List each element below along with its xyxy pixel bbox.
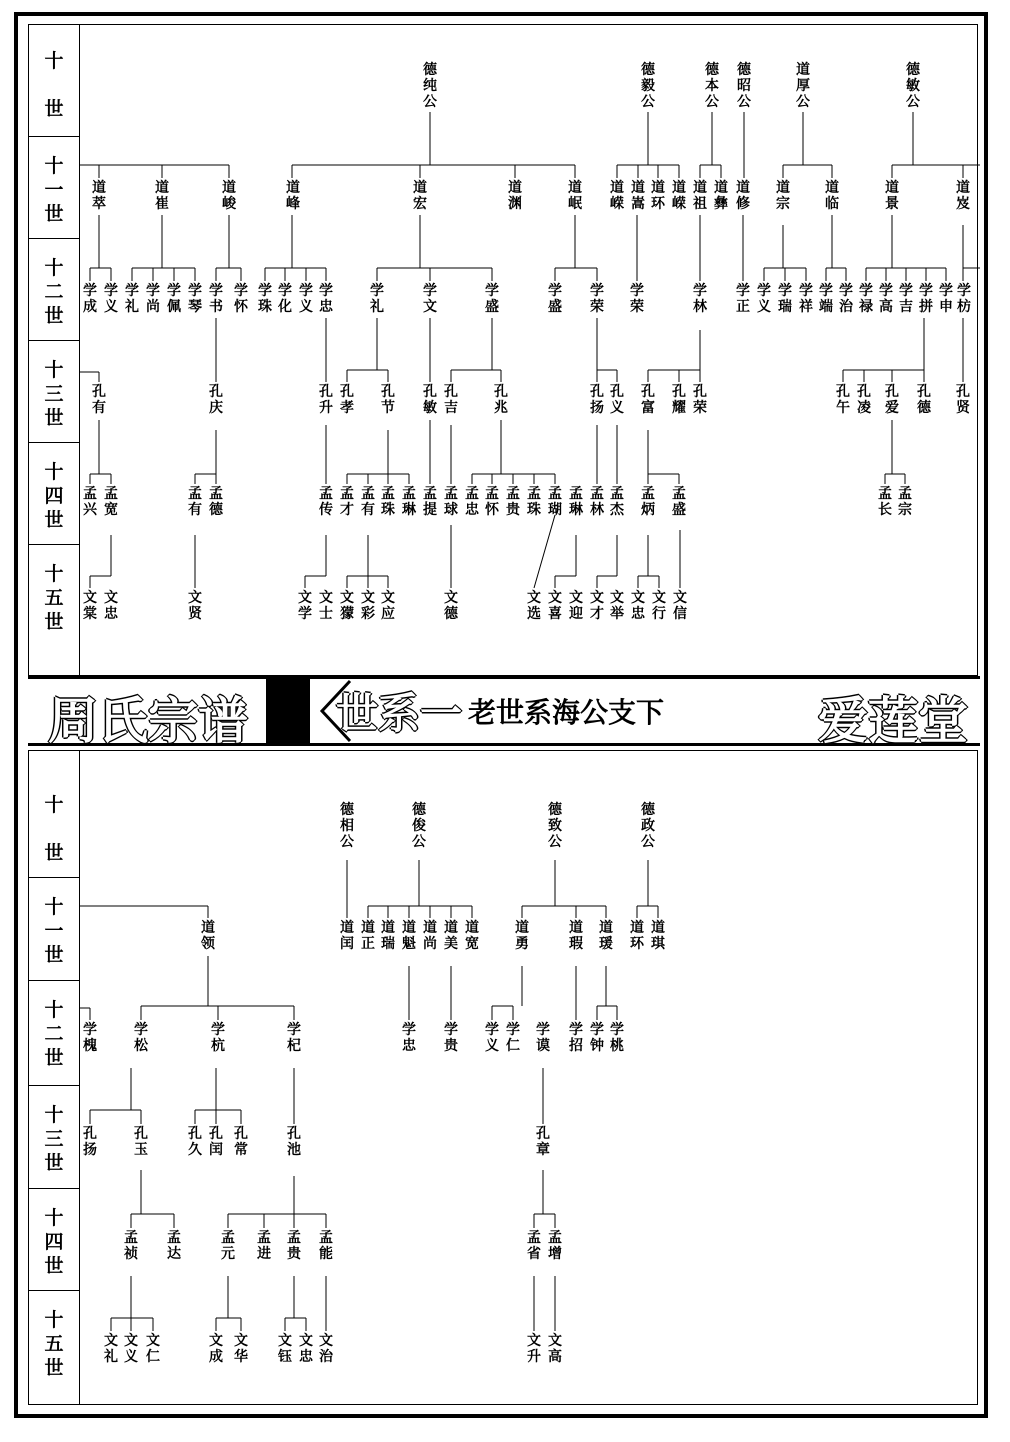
person-name: 道 修 xyxy=(736,180,750,212)
person-name: 学 钟 xyxy=(590,1022,604,1054)
person-name: 文 高 xyxy=(548,1333,562,1365)
gen-label: 世 xyxy=(44,98,64,120)
person-name: 文 华 xyxy=(234,1333,248,1365)
gen-label: 十 xyxy=(44,1104,64,1126)
person-name: 孟 炳 xyxy=(641,486,655,518)
person-name: 孟 忠 xyxy=(465,486,479,518)
person-name: 孟 能 xyxy=(319,1230,333,1262)
person-name: 道 嵩 xyxy=(631,180,645,212)
gen-label: 十 xyxy=(44,1309,64,1331)
person-name: 道 祖 xyxy=(693,180,707,212)
person-name: 道 嵘 xyxy=(672,180,686,212)
person-name: 孔 庆 xyxy=(209,384,223,416)
gen-label: 二 xyxy=(44,281,64,303)
person-name: 孔 玉 xyxy=(134,1126,148,1158)
person-name: 孟 琳 xyxy=(402,486,416,518)
person-name: 文 学 xyxy=(298,590,312,622)
person-name: 孟 有 xyxy=(361,486,375,518)
person-name: 文 举 xyxy=(610,590,624,622)
person-name: 道 琪 xyxy=(651,920,665,952)
gen-label: 世 xyxy=(44,611,64,633)
person-name: 德 致 公 xyxy=(548,802,562,850)
person-name: 道 美 xyxy=(444,920,458,952)
person-name: 学 枋 xyxy=(957,283,971,315)
gen-label: 世 xyxy=(44,203,64,225)
person-name: 孟 贵 xyxy=(506,486,520,518)
person-name: 学 义 xyxy=(485,1022,499,1054)
gen-label: 五 xyxy=(44,587,64,609)
person-name: 孟 珠 xyxy=(381,486,395,518)
person-name: 道 萃 xyxy=(92,180,106,212)
person-name: 道 彝 xyxy=(714,180,728,212)
person-name: 学 尚 xyxy=(146,283,160,315)
person-name: 文 獴 xyxy=(340,590,354,622)
person-name: 道 岷 xyxy=(568,180,582,212)
person-name: 孟 贵 xyxy=(287,1230,301,1262)
person-name: 学 化 xyxy=(278,283,292,315)
person-name: 孟 长 xyxy=(878,486,892,518)
connector-line xyxy=(534,515,555,588)
gen-label: 三 xyxy=(44,1128,64,1150)
person-name: 文 成 xyxy=(209,1333,223,1365)
person-name: 孔 扬 xyxy=(83,1126,97,1158)
person-name: 文 忠 xyxy=(104,590,118,622)
person-name: 孟 提 xyxy=(423,486,437,518)
person-name: 学 成 xyxy=(83,283,97,315)
person-name: 道 环 xyxy=(630,920,644,952)
person-name: 孟 有 xyxy=(188,486,202,518)
person-name: 文 升 xyxy=(527,1333,541,1365)
person-name: 学 义 xyxy=(104,283,118,315)
person-name: 文 仁 xyxy=(146,1333,160,1365)
person-name: 孟 进 xyxy=(257,1230,271,1262)
person-name: 文 治 xyxy=(319,1333,333,1365)
gen-label: 十 xyxy=(44,155,64,177)
person-name: 孔 升 xyxy=(319,384,333,416)
gen-label: 十 xyxy=(44,461,64,483)
gen-label: 三 xyxy=(44,383,64,405)
person-name: 孟 杰 xyxy=(610,486,624,518)
person-name: 学 高 xyxy=(879,283,893,315)
gen-label: 世 xyxy=(44,509,64,531)
person-name: 孟 省 xyxy=(527,1230,541,1262)
person-name: 德 俊 公 xyxy=(412,802,426,850)
person-name: 孔 久 xyxy=(188,1126,202,1158)
person-name: 孔 爱 xyxy=(885,384,899,416)
person-name: 孔 耀 xyxy=(672,384,686,416)
person-name: 道 崔 xyxy=(155,180,169,212)
gen-label: 十 xyxy=(44,257,64,279)
gen-label: 世 xyxy=(44,407,64,429)
branch-title: 世系一 xyxy=(336,689,463,738)
person-name: 学 珠 xyxy=(258,283,272,315)
person-name: 孔 德 xyxy=(917,384,931,416)
gen-label: 世 xyxy=(44,842,64,864)
person-name: 道 魁 xyxy=(402,920,416,952)
gen-label: 十 xyxy=(44,896,64,918)
person-name: 孟 增 xyxy=(548,1230,562,1262)
person-name: 孔 午 xyxy=(836,384,850,416)
person-name: 孟 兴 xyxy=(83,486,97,518)
person-name: 孔 凌 xyxy=(857,384,871,416)
person-name: 孟 传 xyxy=(319,486,333,518)
person-name: 道 厚 公 xyxy=(796,62,810,110)
person-name: 孟 琳 xyxy=(569,486,583,518)
person-name: 德 纯 公 xyxy=(423,62,437,110)
person-name: 孔 兆 xyxy=(494,384,508,416)
gen-label: 十 xyxy=(44,999,64,1021)
person-name: 孔 节 xyxy=(381,384,395,416)
person-name: 文 行 xyxy=(652,590,666,622)
person-name: 学 槐 xyxy=(83,1022,97,1054)
person-name: 孔 闰 xyxy=(209,1126,223,1158)
person-name: 孟 珠 xyxy=(527,486,541,518)
person-name: 孟 才 xyxy=(340,486,354,518)
person-name: 德 本 公 xyxy=(705,62,719,110)
person-name: 道 渊 xyxy=(508,180,522,212)
person-name: 道 嵘 xyxy=(610,180,624,212)
gen-label: 世 xyxy=(44,1255,64,1277)
person-name: 学 仁 xyxy=(506,1022,520,1054)
person-name: 孔 吉 xyxy=(444,384,458,416)
hall-name: 爱莲堂 xyxy=(818,691,968,750)
person-name: 文 彩 xyxy=(361,590,375,622)
person-name: 文 礼 xyxy=(104,1333,118,1365)
gen-label: 世 xyxy=(44,1357,64,1379)
person-name: 德 相 公 xyxy=(340,802,354,850)
person-name: 文 迎 xyxy=(569,590,583,622)
person-name: 道 临 xyxy=(825,180,839,212)
person-name: 孔 有 xyxy=(92,384,106,416)
person-name: 道 尚 xyxy=(423,920,437,952)
person-name: 学 端 xyxy=(819,283,833,315)
person-name: 孔 孝 xyxy=(340,384,354,416)
person-name: 道 环 xyxy=(651,180,665,212)
person-name: 孔 章 xyxy=(536,1126,550,1158)
person-name: 文 士 xyxy=(319,590,333,622)
person-name: 学 谟 xyxy=(536,1022,550,1054)
person-name: 学 杞 xyxy=(287,1022,301,1054)
person-name: 文 信 xyxy=(673,590,687,622)
person-name: 孔 义 xyxy=(610,384,624,416)
gen-label: 二 xyxy=(44,1023,64,1045)
gen-label: 世 xyxy=(44,1152,64,1174)
genealogy-title: 周氏宗谱 xyxy=(48,691,248,750)
person-name: 学 佩 xyxy=(167,283,181,315)
person-name: 道 正 xyxy=(361,920,375,952)
person-name: 文 钰 xyxy=(278,1333,292,1365)
person-name: 文 贤 xyxy=(188,590,202,622)
person-name: 道 领 xyxy=(201,920,215,952)
person-name: 德 毅 公 xyxy=(641,62,655,110)
person-name: 道 峰 xyxy=(286,180,300,212)
person-name: 学 盛 xyxy=(485,283,499,315)
person-name: 学 怀 xyxy=(234,283,248,315)
person-name: 学 忠 xyxy=(319,283,333,315)
person-name: 文 忠 xyxy=(299,1333,313,1365)
gen-label: 十 xyxy=(44,1207,64,1229)
person-name: 学 招 xyxy=(569,1022,583,1054)
person-name: 学 吉 xyxy=(899,283,913,315)
person-name: 学 治 xyxy=(839,283,853,315)
person-name: 学 拼 xyxy=(919,283,933,315)
person-name: 文 义 xyxy=(124,1333,138,1365)
gen-label: 十 xyxy=(44,50,64,72)
person-name: 文 才 xyxy=(590,590,604,622)
person-name: 道 瑕 xyxy=(569,920,583,952)
person-name: 德 昭 公 xyxy=(737,62,751,110)
gen-label: 五 xyxy=(44,1333,64,1355)
person-name: 孟 达 xyxy=(167,1230,181,1262)
person-name: 孔 贤 xyxy=(956,384,970,416)
gen-label: 一 xyxy=(44,920,64,942)
person-name: 孟 盛 xyxy=(672,486,686,518)
person-name: 道 瑞 xyxy=(381,920,395,952)
person-name: 道 勇 xyxy=(515,920,529,952)
person-name: 学 礼 xyxy=(370,283,384,315)
person-name: 学 义 xyxy=(299,283,313,315)
person-name: 道 瑗 xyxy=(599,920,613,952)
person-name: 文 德 xyxy=(444,590,458,622)
gen-label: 一 xyxy=(44,179,64,201)
person-name: 学 贵 xyxy=(444,1022,458,1054)
person-name: 学 琴 xyxy=(188,283,202,315)
person-name: 道 景 xyxy=(885,180,899,212)
branch-subtitle: 老世系海公支下 xyxy=(468,696,665,729)
person-name: 孟 宗 xyxy=(898,486,912,518)
person-name: 学 礼 xyxy=(125,283,139,315)
person-name: 学 林 xyxy=(693,283,707,315)
person-name: 文 棠 xyxy=(83,590,97,622)
gen-label: 十 xyxy=(44,794,64,816)
person-name: 文 选 xyxy=(527,590,541,622)
person-name: 孔 敏 xyxy=(423,384,437,416)
person-name: 孟 林 xyxy=(590,486,604,518)
person-name: 德 政 公 xyxy=(641,802,655,850)
person-name: 孟 元 xyxy=(221,1230,235,1262)
person-name: 孔 常 xyxy=(234,1126,248,1158)
person-name: 学 瑞 xyxy=(778,283,792,315)
person-name: 孟 祯 xyxy=(124,1230,138,1262)
person-name: 孔 池 xyxy=(287,1126,301,1158)
person-name: 学 桃 xyxy=(610,1022,624,1054)
person-name: 孟 球 xyxy=(444,486,458,518)
person-name: 道 宗 xyxy=(776,180,790,212)
person-name: 学 荣 xyxy=(630,283,644,315)
person-name: 学 杭 xyxy=(211,1022,225,1054)
person-name: 学 义 xyxy=(757,283,771,315)
person-name: 学 文 xyxy=(423,283,437,315)
person-name: 学 禄 xyxy=(859,283,873,315)
gen-label: 世 xyxy=(44,1047,64,1069)
person-name: 孟 宽 xyxy=(104,486,118,518)
person-name: 文 喜 xyxy=(548,590,562,622)
person-name: 学 盛 xyxy=(548,283,562,315)
person-name: 德 敏 公 xyxy=(906,62,920,110)
person-name: 学 松 xyxy=(134,1022,148,1054)
person-name: 文 应 xyxy=(381,590,395,622)
person-name: 学 书 xyxy=(209,283,223,315)
gen-label: 十 xyxy=(44,563,64,585)
person-name: 道 宽 xyxy=(465,920,479,952)
gen-label: 世 xyxy=(44,944,64,966)
gen-label: 四 xyxy=(44,485,64,507)
person-name: 学 祥 xyxy=(799,283,813,315)
person-name: 孟 瑚 xyxy=(548,486,562,518)
person-name: 孔 扬 xyxy=(590,384,604,416)
gen-label: 四 xyxy=(44,1231,64,1253)
gen-label: 十 xyxy=(44,359,64,381)
person-name: 学 荣 xyxy=(590,283,604,315)
person-name: 孟 德 xyxy=(209,486,223,518)
person-name: 孔 荣 xyxy=(693,384,707,416)
person-name: 文 忠 xyxy=(631,590,645,622)
person-name: 孔 富 xyxy=(641,384,655,416)
gen-label: 世 xyxy=(44,305,64,327)
person-name: 学 忠 xyxy=(402,1022,416,1054)
person-name: 道 峻 xyxy=(222,180,236,212)
person-name: 道 闰 xyxy=(340,920,354,952)
person-name: 道 宏 xyxy=(413,180,427,212)
person-name: 道 岌 xyxy=(956,180,970,212)
person-name: 孟 怀 xyxy=(485,486,499,518)
person-name: 学 申 xyxy=(939,283,953,315)
person-name: 学 正 xyxy=(736,283,750,315)
